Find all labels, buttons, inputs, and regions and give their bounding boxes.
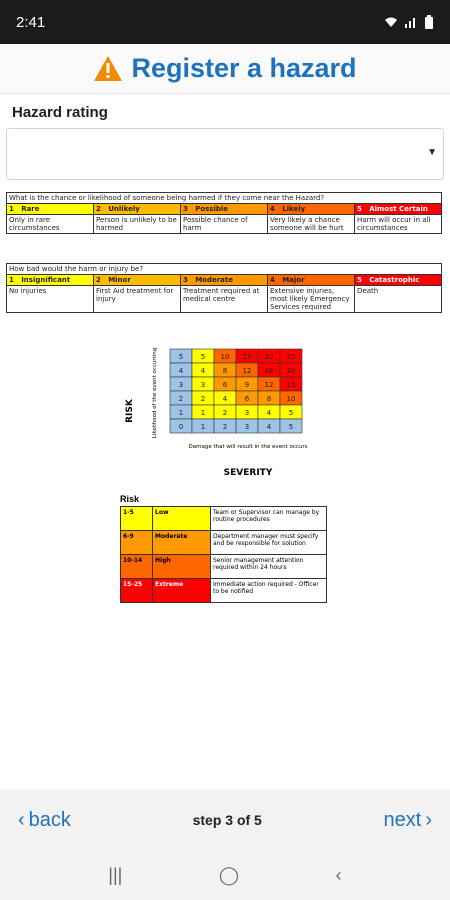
matrix-cell-value: 20 xyxy=(286,367,296,375)
chevron-right-icon: › xyxy=(425,808,432,831)
matrix-cell-value: 3 xyxy=(244,423,250,431)
next-button[interactable] xyxy=(384,809,432,832)
severity-level-4: 4 Major xyxy=(268,275,355,286)
back-button[interactable] xyxy=(18,809,71,832)
matrix-cell-value: 3 xyxy=(244,409,250,417)
hazard-rating-label: Hazard rating xyxy=(12,104,108,121)
risk-row-extreme xyxy=(121,579,327,603)
recent-apps-icon[interactable]: ||| xyxy=(108,864,123,885)
matrix-cell-value: 4 xyxy=(266,409,272,417)
matrix-cell-value: 8 xyxy=(222,367,228,375)
status-bar xyxy=(0,0,450,44)
battery-icon xyxy=(424,15,434,29)
matrix-x-subtitle: Damage that will result in the event occurs xyxy=(188,444,308,450)
likelihood-desc-4: Very likely a chance someone will be hurt xyxy=(268,215,355,234)
risk-range: 15-25 xyxy=(121,579,153,603)
severity-desc-4: Extensive injuries, most likely Emergency Services required xyxy=(268,286,355,313)
matrix-cell-value: 15 xyxy=(286,381,296,389)
severity-desc-2: First Aid treatment for injury xyxy=(94,286,181,313)
severity-level-5: 5 Catastrophic xyxy=(355,275,442,286)
matrix-cell-value: 3 xyxy=(200,381,206,389)
next-label: next xyxy=(383,808,422,831)
warning-icon xyxy=(93,55,123,82)
severity-desc-5: Death xyxy=(355,286,442,313)
likelihood-level-2: 2 Unlikely xyxy=(94,204,181,215)
matrix-cell-value: 1 xyxy=(200,409,206,417)
matrix-cell-value: 12 xyxy=(242,367,252,375)
risk-level: High xyxy=(153,555,211,579)
matrix-cell-value: 2 xyxy=(222,409,228,417)
likelihood-question: What is the chance or likelihood of someone being harmed if they come near the Hazard? xyxy=(7,193,442,204)
risk-legend-label: Risk xyxy=(120,494,140,504)
risk-desc: Immediate action required - Officer to be notified xyxy=(211,579,327,603)
matrix-cell-value: 4 xyxy=(266,423,272,431)
matrix-cell-value: 4 xyxy=(222,395,228,403)
severity-table xyxy=(6,263,442,313)
matrix-cell-value: 10 xyxy=(286,395,296,403)
risk-row-high xyxy=(121,555,327,579)
risk-desc: Team or Supervisor can manage by routine procedures xyxy=(211,507,327,531)
matrix-cell-value: 10 xyxy=(220,353,230,361)
matrix-x-title: SEVERITY xyxy=(223,468,273,478)
risk-matrix xyxy=(118,345,338,485)
severity-level-1: 1 Insignificant xyxy=(7,275,94,286)
matrix-cell-value: 15 xyxy=(242,353,252,361)
severity-question: How bad would the harm or injury be? xyxy=(7,264,442,275)
likelihood-level-1: 1 Rare xyxy=(7,204,94,215)
severity-level-3: 3 Moderate xyxy=(181,275,268,286)
risk-row-low xyxy=(121,507,327,531)
risk-legend-table xyxy=(120,506,327,603)
home-icon[interactable]: ◯ xyxy=(218,864,240,885)
matrix-cell-value: 2 xyxy=(222,423,228,431)
matrix-cell-value: 20 xyxy=(264,353,274,361)
matrix-cell-value: 6 xyxy=(222,381,228,389)
likelihood-table xyxy=(6,192,442,234)
matrix-cell-value: 5 xyxy=(200,353,206,361)
risk-matrix-svg xyxy=(118,345,338,485)
signal-icon xyxy=(404,16,418,28)
chevron-left-icon: ‹ xyxy=(18,808,25,831)
risk-range: 6-9 xyxy=(121,531,153,555)
back-label: back xyxy=(28,808,71,831)
severity-level-2: 2 Minor xyxy=(94,275,181,286)
severity-desc-1: No injuries xyxy=(7,286,94,313)
likelihood-level-4: 4 Likely xyxy=(268,204,355,215)
matrix-cell-value: 4 xyxy=(200,367,206,375)
status-icons xyxy=(384,15,434,29)
severity-desc-3: Treatment required at medical centre xyxy=(181,286,268,313)
matrix-cell-value: 4 xyxy=(178,367,184,375)
risk-level: Moderate xyxy=(153,531,211,555)
matrix-cell-value: 5 xyxy=(288,423,294,431)
risk-level: Extreme xyxy=(153,579,211,603)
wifi-icon xyxy=(384,16,398,28)
risk-range: 10-14 xyxy=(121,555,153,579)
risk-desc: Department manager must specify and be responsible for solution xyxy=(211,531,327,555)
matrix-cell-value: 25 xyxy=(286,353,296,361)
matrix-cell-value: 5 xyxy=(178,353,184,361)
likelihood-level-3: 3 Possible xyxy=(181,204,268,215)
matrix-cell-value: 9 xyxy=(244,381,250,389)
likelihood-desc-1: Only in rare circumstances xyxy=(7,215,94,234)
matrix-cell-value: 12 xyxy=(264,381,274,389)
dropdown-caret-icon: ▼ xyxy=(427,147,437,158)
system-navbar xyxy=(0,850,450,900)
matrix-y-subtitle: Likelihood of the event occurring xyxy=(152,347,158,439)
matrix-cell-value: 5 xyxy=(288,409,294,417)
hazard-rating-select[interactable] xyxy=(6,128,444,180)
matrix-y-title: RISK xyxy=(125,399,135,423)
risk-row-moderate xyxy=(121,531,327,555)
risk-desc: Senior management attention required within 24 hours xyxy=(211,555,327,579)
step-indicator: step 3 of 5 xyxy=(192,812,262,828)
likelihood-desc-3: Possible chance of harm xyxy=(181,215,268,234)
matrix-cell-value: 1 xyxy=(200,423,206,431)
matrix-cell-value: 3 xyxy=(178,381,184,389)
matrix-cell-value: 2 xyxy=(178,395,184,403)
page-title: Register a hazard xyxy=(131,53,357,83)
risk-legend xyxy=(120,494,330,603)
matrix-cell-value: 2 xyxy=(200,395,206,403)
matrix-cell-value: 6 xyxy=(244,395,250,403)
matrix-cell-value: 0 xyxy=(178,423,184,431)
matrix-cell-value: 1 xyxy=(178,409,184,417)
likelihood-desc-5: Harm will occur in all circumstances xyxy=(355,215,442,234)
app-header xyxy=(0,44,450,94)
status-time: 2:41 xyxy=(16,13,46,31)
back-nav-icon[interactable]: ‹ xyxy=(335,864,342,885)
likelihood-desc-2: Person is unlikely to be harmed xyxy=(94,215,181,234)
likelihood-level-5: 5 Almost Certain xyxy=(355,204,442,215)
matrix-cell-value: 16 xyxy=(264,367,274,375)
risk-range: 1-5 xyxy=(121,507,153,531)
risk-level: Low xyxy=(153,507,211,531)
wizard-footer xyxy=(0,790,450,850)
matrix-cell-value: 8 xyxy=(266,395,272,403)
